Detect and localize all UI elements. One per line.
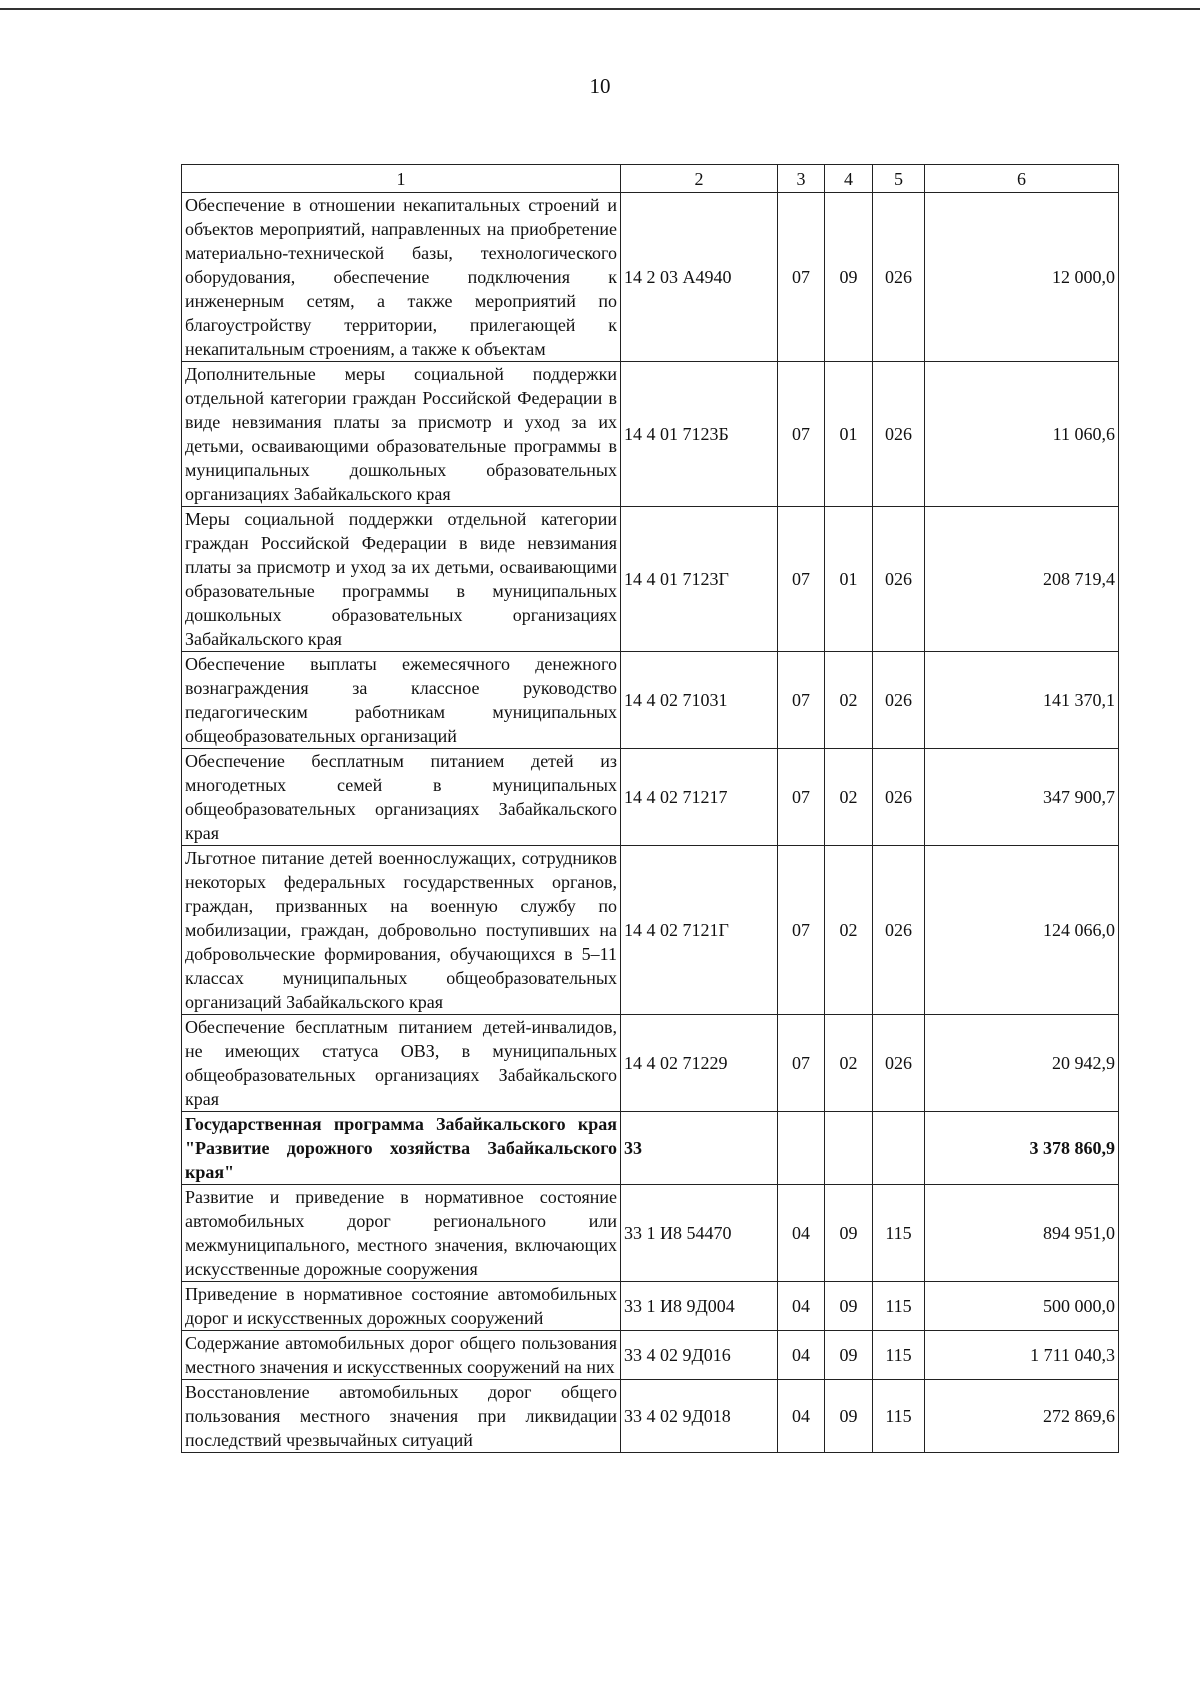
cell-description: Дополнительные меры социальной поддержки отдельной категории граждан Российской Федерации в виде невзимания платы за присмотр и уход за их детьми, осваивающими образовательные программы в муниципальных дошкольных образовательных организациях Забайкальского края [182, 362, 621, 507]
column-header-2: 2 [621, 165, 778, 193]
cell-amount: 1 711 040,3 [925, 1331, 1119, 1380]
cell-target-code: 33 [621, 1112, 778, 1185]
cell-amount: 141 370,1 [925, 652, 1119, 749]
cell-expense-type [873, 1112, 925, 1185]
table-header-row [182, 165, 1119, 193]
cell-expense-type: 115 [873, 1380, 925, 1453]
cell-section: 04 [778, 1331, 825, 1380]
cell-description: Обеспечение выплаты ежемесячного денежного вознаграждения за классное руководство педагогическим работникам муниципальных общеобразовательных организаций [182, 652, 621, 749]
cell-expense-type: 026 [873, 846, 925, 1015]
cell-amount: 3 378 860,9 [925, 1112, 1119, 1185]
cell-expense-type: 115 [873, 1331, 925, 1380]
cell-target-code: 33 1 И8 54470 [621, 1185, 778, 1282]
column-header-3: 3 [778, 165, 825, 193]
table-row [182, 362, 1119, 507]
cell-description: Обеспечение в отношении некапитальных строений и объектов мероприятий, направленных на приобретение материально-технической базы, технологического оборудования, обеспечение подключения к инженерным сетям, а также мероприятий по благоустройству территории, прилегающей к некапитальным строениям, а также к объектам [182, 193, 621, 362]
cell-section: 04 [778, 1282, 825, 1331]
cell-subsection: 02 [825, 749, 873, 846]
cell-subsection: 02 [825, 1015, 873, 1112]
cell-description: Приведение в нормативное состояние автомобильных дорог и искусственных дорожных сооружений [182, 1282, 621, 1331]
cell-description: Развитие и приведение в нормативное состояние автомобильных дорог регионального или межмуниципального, местного значения, включающих искусственные дорожные сооружения [182, 1185, 621, 1282]
cell-amount: 11 060,6 [925, 362, 1119, 507]
cell-expense-type: 026 [873, 362, 925, 507]
cell-amount: 894 951,0 [925, 1185, 1119, 1282]
table-row [182, 1331, 1119, 1380]
cell-section: 07 [778, 749, 825, 846]
table-row [182, 749, 1119, 846]
cell-target-code: 14 4 02 71031 [621, 652, 778, 749]
cell-description: Восстановление автомобильных дорог общего пользования местного значения при ликвидации последствий чрезвычайных ситуаций [182, 1380, 621, 1453]
cell-expense-type: 115 [873, 1185, 925, 1282]
cell-subsection: 09 [825, 1380, 873, 1453]
cell-section: 07 [778, 652, 825, 749]
column-header-5: 5 [873, 165, 925, 193]
cell-section: 07 [778, 1015, 825, 1112]
cell-subsection: 02 [825, 652, 873, 749]
cell-description: Содержание автомобильных дорог общего пользования местного значения и искусственных сооружений на них [182, 1331, 621, 1380]
cell-target-code: 14 2 03 А4940 [621, 193, 778, 362]
cell-description: Государственная программа Забайкальского края "Развитие дорожного хозяйства Забайкальского края" [182, 1112, 621, 1185]
cell-subsection: 09 [825, 193, 873, 362]
cell-target-code: 33 4 02 9Д018 [621, 1380, 778, 1453]
cell-description: Льготное питание детей военнослужащих, сотрудников некоторых федеральных государственных органов, граждан, призванных на военную службу по мобилизации, граждан, добровольно поступивших на добровольческие формирования, обучающихся в 5–11 классах муниципальных общеобразовательных организаций Забайкальского края [182, 846, 621, 1015]
cell-subsection: 09 [825, 1282, 873, 1331]
cell-amount: 208 719,4 [925, 507, 1119, 652]
cell-description: Обеспечение бесплатным питанием детей из многодетных семей в муниципальных общеобразовательных организациях Забайкальского края [182, 749, 621, 846]
cell-section: 04 [778, 1185, 825, 1282]
cell-target-code: 14 4 02 7121Г [621, 846, 778, 1015]
cell-section: 07 [778, 507, 825, 652]
cell-target-code: 14 4 02 71229 [621, 1015, 778, 1112]
cell-amount: 124 066,0 [925, 846, 1119, 1015]
table-row [182, 652, 1119, 749]
table-row [182, 1282, 1119, 1331]
cell-amount: 272 869,6 [925, 1380, 1119, 1453]
cell-subsection: 01 [825, 362, 873, 507]
table-row [182, 1185, 1119, 1282]
cell-target-code: 14 4 01 7123Б [621, 362, 778, 507]
cell-subsection: 09 [825, 1331, 873, 1380]
cell-description: Обеспечение бесплатным питанием детей-инвалидов, не имеющих статуса ОВЗ, в муниципальных общеобразовательных организациях Забайкальского края [182, 1015, 621, 1112]
cell-target-code: 14 4 02 71217 [621, 749, 778, 846]
cell-expense-type: 026 [873, 1015, 925, 1112]
column-header-1: 1 [182, 165, 621, 193]
table-row [182, 846, 1119, 1015]
cell-amount: 500 000,0 [925, 1282, 1119, 1331]
cell-description: Меры социальной поддержки отдельной категории граждан Российской Федерации в виде невзимания платы за присмотр и уход за их детьми, осваивающими образовательные программы в муниципальных дошкольных образовательных организациях Забайкальского края [182, 507, 621, 652]
column-header-4: 4 [825, 165, 873, 193]
cell-expense-type: 026 [873, 652, 925, 749]
cell-expense-type: 026 [873, 193, 925, 362]
cell-amount: 347 900,7 [925, 749, 1119, 846]
table-row [182, 507, 1119, 652]
column-header-6: 6 [925, 165, 1119, 193]
cell-target-code: 33 4 02 9Д016 [621, 1331, 778, 1380]
table-row [182, 1015, 1119, 1112]
table-row [182, 193, 1119, 362]
cell-subsection: 01 [825, 507, 873, 652]
table-row [182, 1112, 1119, 1185]
cell-expense-type: 115 [873, 1282, 925, 1331]
top-border-line [0, 8, 1200, 10]
table-row [182, 1380, 1119, 1453]
cell-subsection [825, 1112, 873, 1185]
cell-section: 07 [778, 193, 825, 362]
page-number: 10 [589, 74, 611, 98]
cell-section [778, 1112, 825, 1185]
cell-section: 07 [778, 362, 825, 507]
cell-expense-type: 026 [873, 749, 925, 846]
cell-expense-type: 026 [873, 507, 925, 652]
cell-subsection: 09 [825, 1185, 873, 1282]
cell-section: 07 [778, 846, 825, 1015]
cell-target-code: 33 1 И8 9Д004 [621, 1282, 778, 1331]
budget-table [181, 164, 1119, 1453]
cell-section: 04 [778, 1380, 825, 1453]
cell-subsection: 02 [825, 846, 873, 1015]
cell-amount: 12 000,0 [925, 193, 1119, 362]
cell-target-code: 14 4 01 7123Г [621, 507, 778, 652]
cell-amount: 20 942,9 [925, 1015, 1119, 1112]
